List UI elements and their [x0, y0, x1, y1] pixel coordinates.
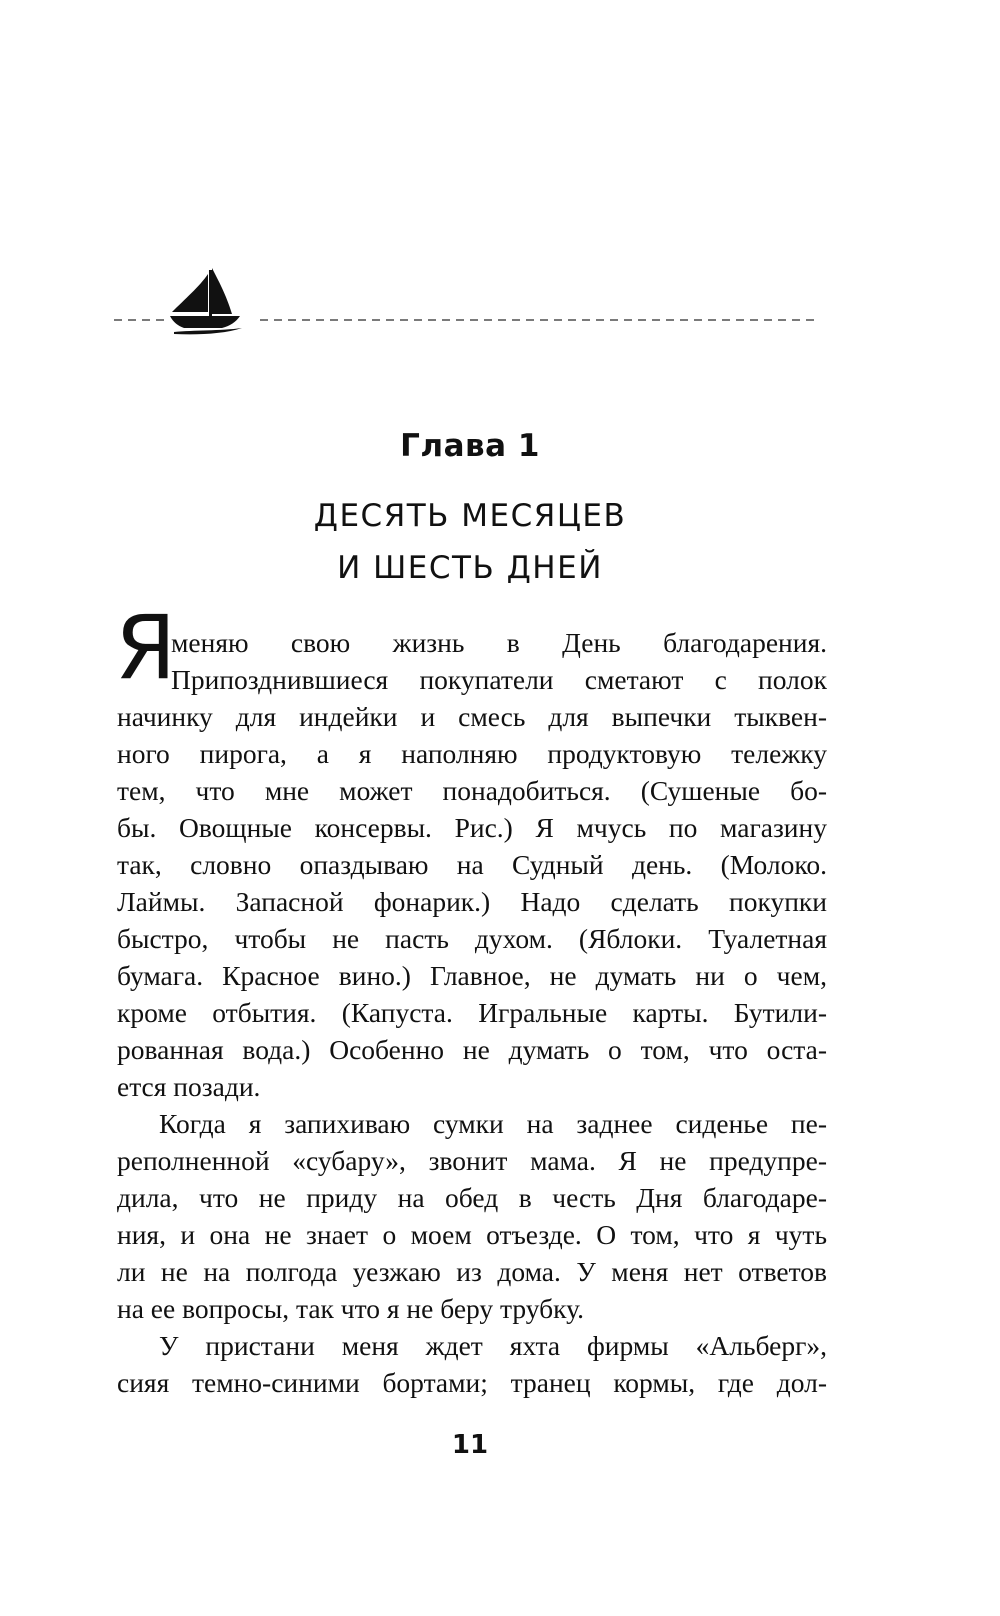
text-line: тем, что мне может понадобиться. (Сушеные бо-	[117, 775, 827, 806]
chapter-body	[117, 624, 827, 1401]
chapter-ornament	[114, 268, 824, 342]
sailboat-icon	[114, 268, 824, 342]
text-line: Когда я запихиваю сумки на заднее сиденье пе-	[159, 1108, 827, 1139]
drop-cap: Я	[115, 596, 177, 699]
text-line: рованная вода.) Особенно не думать о том, что оста-	[117, 1034, 827, 1065]
text-line: так, словно опаздываю на Судный день. (Молоко.	[117, 849, 827, 880]
text-line: кроме отбытия. (Капуста. Игральные карты. Бутили-	[117, 997, 827, 1028]
text-line: ли не на полгода уезжаю из дома. У меня нет ответов	[117, 1256, 827, 1287]
text-line: Лаймы. Запасной фонарик.) Надо сделать покупки	[117, 886, 827, 917]
text-line: быстро, чтобы не пасть духом. (Яблоки. Туалетная	[117, 923, 827, 954]
text-line: реполненной «субару», звонит мама. Я не предупре-	[117, 1145, 827, 1176]
text-line: ния, и она не знает о моем отъезде. О том, что я чуть	[117, 1219, 827, 1250]
text-line: ется позади.	[117, 1071, 261, 1102]
chapter-title-line-1: ДЕСЯТЬ МЕСЯЦЕВ	[313, 498, 627, 534]
text-line: У пристани меня ждет яхта фирмы «Альберг»,	[159, 1330, 827, 1361]
text-line: Припозднившиеся покупатели сметают с полок	[171, 664, 827, 695]
text-line: дила, что не приду на обед в честь Дня благодаре-	[117, 1182, 827, 1213]
page-number: 11	[451, 1430, 489, 1460]
text-line: бумага. Красное вино.) Главное, не думать ни о чем,	[117, 960, 827, 991]
chapter-title-line-2: И ШЕСТЬ ДНЕЙ	[337, 550, 603, 586]
text-line: начинку для индейки и смесь для выпечки тыквен-	[117, 701, 827, 732]
text-line: сияя темно-синими бортами; транец кормы, где дол-	[117, 1367, 827, 1398]
text-line: меняю свою жизнь в День благодарения.	[171, 627, 827, 658]
chapter-label: Глава 1	[400, 428, 540, 464]
text-line: на ее вопросы, так что я не беру трубку.	[117, 1293, 585, 1324]
text-line: бы. Овощные консервы. Рис.) Я мчусь по магазину	[117, 812, 827, 843]
text-line: ного пирога, а я наполняю продуктовую тележку	[117, 738, 827, 769]
